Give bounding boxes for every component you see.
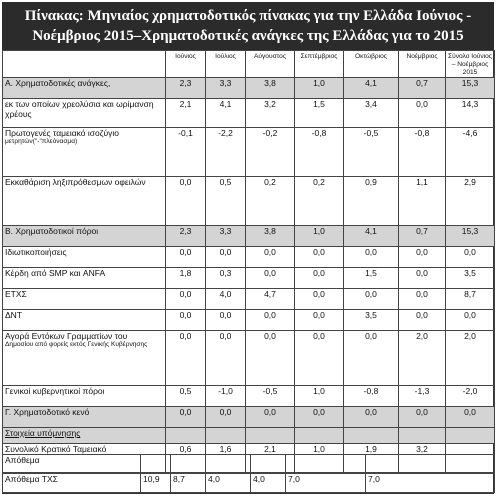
table-cell: -2,0 — [446, 386, 495, 407]
table-cell: 0,0 — [295, 268, 344, 289]
row-label-text: Εκκαθάριση ληξιπρόθεσμων οφειλών — [5, 177, 146, 187]
table-cell: 1,5 — [295, 99, 344, 128]
row-label — [3, 128, 166, 177]
table-cell: -0,5 — [344, 128, 399, 177]
table-cell: 3,2 — [246, 99, 295, 128]
table-cell — [344, 428, 399, 444]
table-cell: 0,0 — [446, 310, 495, 331]
row-label-text: Γενικοί κυβερνητικοί πόροι — [5, 386, 105, 396]
table-cell: 8,7 — [446, 289, 495, 310]
table-cell: -0,8 — [295, 128, 344, 177]
table-cell: 0,6 — [166, 444, 206, 473]
row-label-subtext: Δημοσίου από φορείς εκτός Γενικής Κυβέρνησης — [5, 341, 148, 348]
table-cell: -1,0 — [206, 386, 246, 407]
row-label — [3, 99, 166, 128]
title-line-2: Νοέμβριος 2015–Χρηματοδοτικές ανάγκες της Ελλάδας για το 2015 — [32, 28, 464, 44]
header-row — [3, 51, 495, 78]
table-cell: 0,5 — [206, 177, 246, 226]
row-label-text: Β. Χρηματοδοτικοί πόροι — [5, 226, 99, 236]
row-label — [3, 247, 166, 268]
table-cell: 3,5 — [344, 310, 399, 331]
table-cell: 0,0 — [399, 289, 446, 310]
hfsf-reserves-row — [3, 474, 495, 493]
reserves-row — [3, 455, 495, 474]
table-cell: 2,0 — [399, 331, 446, 386]
table-cell: 0,0 — [295, 247, 344, 268]
table-cell: 4,1 — [206, 99, 246, 128]
table-cell: 0,0 — [295, 407, 344, 428]
col-header: Αύγουστος — [246, 51, 295, 78]
table-cell: 0,0 — [246, 310, 295, 331]
table-cell: 1,0 — [295, 444, 344, 473]
row-label — [3, 289, 166, 310]
table-cell: 0,0 — [344, 247, 399, 268]
table-cell: 7,0 — [286, 474, 366, 493]
table-cell: 0,0 — [344, 289, 399, 310]
row-label — [3, 310, 166, 331]
table-cell: 0,0 — [206, 331, 246, 386]
table-title — [2, 2, 494, 50]
table-cell: -1,3 — [399, 386, 446, 407]
row-label — [3, 331, 166, 386]
table-cell: 0,9 — [344, 177, 399, 226]
table-cell: 4,7 — [246, 289, 295, 310]
row-label — [3, 177, 166, 226]
table-cell: 8,7 — [171, 474, 206, 493]
title-line-1: Πίνακας: Μηνιαίος χρηματοδοτικός πίνακας για την Ελλάδα Ιούνιος - — [24, 8, 472, 24]
table-cell: 3,8 — [246, 226, 295, 247]
table-cell: 0,0 — [166, 289, 206, 310]
table-cell: 1,9 — [344, 444, 399, 473]
table-cell: 4,1 — [344, 78, 399, 99]
table-row — [3, 177, 495, 226]
table-cell: -0,2 — [246, 128, 295, 177]
table-cell: 1,5 — [344, 268, 399, 289]
table-cell — [446, 428, 495, 444]
table-cell: 0,0 — [344, 331, 399, 386]
row-label-text: ΕΤΧΣ — [5, 289, 27, 299]
table-row — [3, 99, 495, 128]
table-cell: 3,3 — [206, 78, 246, 99]
col-header: Σύνολο Ιούνιος – Νοέμβριος 2015 — [446, 51, 495, 78]
row-label-text: Κέρδη από SMP και ANFA — [5, 268, 106, 278]
table-cell: 0,0 — [399, 310, 446, 331]
col-header: Σεπτέμβριος — [295, 51, 344, 78]
table-row — [3, 310, 495, 331]
table-cell: 3,8 — [246, 78, 295, 99]
table-cell: 0,0 — [206, 310, 246, 331]
table-row — [3, 386, 495, 407]
table-cell: 0,3 — [206, 268, 246, 289]
table-cell: 3,4 — [344, 99, 399, 128]
table-cell — [206, 428, 246, 444]
table-cell: 0,0 — [246, 268, 295, 289]
table-cell: 0,0 — [295, 289, 344, 310]
table-cell: 0,7 — [399, 226, 446, 247]
col-header: Οκτώβριος — [344, 51, 399, 78]
hfsf-reserves-label: Απόθεμα ΤΧΣ — [3, 474, 141, 493]
table-cell: 14,3 — [446, 99, 495, 128]
table-cell: 1,1 — [399, 177, 446, 226]
table-row — [3, 78, 495, 99]
table-row — [3, 128, 495, 177]
table-cell: -0,8 — [344, 386, 399, 407]
table-cell: -0,1 — [166, 128, 206, 177]
table-cell: 2,1 — [246, 444, 295, 473]
table-cell — [246, 428, 295, 444]
table-row — [3, 428, 495, 444]
table-cell: 2,9 — [446, 177, 495, 226]
table-cell: 2,1 — [166, 99, 206, 128]
table-cell: 2,0 — [446, 331, 495, 386]
row-label — [3, 407, 166, 428]
table-cell — [399, 428, 446, 444]
row-label-subtext: μετρητών("-"πλεόνασμα) — [5, 138, 78, 145]
row-label-text: Α. Χρηματοδοτικές ανάγκες, — [5, 78, 111, 88]
table-cell: -0,5 — [246, 386, 295, 407]
table-row — [3, 247, 495, 268]
table-cell: 4,0 — [206, 289, 246, 310]
header-blank — [3, 51, 166, 78]
table-cell: 0,5 — [166, 386, 206, 407]
table-cell: 0,0 — [295, 331, 344, 386]
row-label — [3, 226, 166, 247]
table-row — [3, 268, 495, 289]
table-cell: 1,0 — [295, 78, 344, 99]
table-cell: 0,0 — [166, 310, 206, 331]
table-cell: 0,0 — [399, 99, 446, 128]
table-cell: 0,0 — [166, 331, 206, 386]
row-label-text: Ιδιωτικοποιήσεις — [5, 247, 67, 257]
table-cell: -4,6 — [446, 128, 495, 177]
table-cell: 3,5 — [446, 268, 495, 289]
table-cell — [166, 428, 206, 444]
table-cell: 4,0 — [206, 474, 251, 493]
row-label-text: Γ. Χρηματοδοτικό κενό — [5, 407, 90, 417]
col-header: Ιούνιος — [166, 51, 206, 78]
table-cell: 0,0 — [166, 407, 206, 428]
table-cell: 1,6 — [206, 444, 246, 473]
row-label — [3, 78, 166, 99]
reserves-table — [2, 454, 495, 493]
table-cell: 15,3 — [446, 226, 495, 247]
table-cell: -0,8 — [399, 128, 446, 177]
row-label-text: Πρωτογενές ταμειακό ισοζύγιο — [5, 128, 119, 138]
table-cell — [295, 428, 344, 444]
table-cell: 0,0 — [166, 177, 206, 226]
row-label-text: εκ των οποίων χρεολύσια και ωρίμανση χρέους — [5, 99, 154, 119]
table-cell: 0,0 — [446, 407, 495, 428]
table-cell: 1,0 — [295, 226, 344, 247]
table-cell: 1,0 — [295, 386, 344, 407]
row-label-text: ΔΝΤ — [5, 310, 23, 320]
table-cell: 0,0 — [295, 310, 344, 331]
table-cell: 0,0 — [344, 407, 399, 428]
table-cell: 3,2 — [399, 444, 446, 473]
table-cell: 15,3 — [446, 78, 495, 99]
table-cell: 0,2 — [295, 177, 344, 226]
col-header: Νοέμβριος — [399, 51, 446, 78]
table-row — [3, 226, 495, 247]
table-cell: 7,0 — [366, 474, 495, 493]
table-cell: 0,2 — [246, 177, 295, 226]
table-row — [3, 289, 495, 310]
table-cell: 2,3 — [166, 226, 206, 247]
reserves-label: Απόθεμα — [3, 455, 141, 474]
table-cell: 0,0 — [399, 247, 446, 268]
row-label — [3, 428, 166, 444]
table-cell: 0,0 — [206, 407, 246, 428]
table-row — [3, 407, 495, 428]
table-cell: 0,0 — [446, 247, 495, 268]
financing-table — [2, 50, 495, 473]
table-cell: 2,3 — [166, 78, 206, 99]
table-cell: 4,0 — [251, 474, 286, 493]
table-cell: 0,0 — [399, 407, 446, 428]
table-cell: 0,0 — [246, 247, 295, 268]
table-cell: 0,0 — [246, 407, 295, 428]
table-cell: 0,0 — [399, 268, 446, 289]
table-cell: 10,9 — [141, 474, 171, 493]
table-row — [3, 331, 495, 386]
table-cell: 0,7 — [399, 78, 446, 99]
table-cell: 0,0 — [206, 247, 246, 268]
table-cell: 3,3 — [206, 226, 246, 247]
table-cell: 0,0 — [246, 331, 295, 386]
table-cell: 1,8 — [166, 268, 206, 289]
table-cell: 0,0 — [166, 247, 206, 268]
table-cell: -2,2 — [206, 128, 246, 177]
row-label-text: Αγορά Εντόκων Γραμματίων του — [5, 331, 128, 341]
table-cell: 4,1 — [344, 226, 399, 247]
row-label-text: Συνολικό Κρατικό Ταμειακό — [5, 444, 107, 454]
row-label — [3, 268, 166, 289]
row-label — [3, 386, 166, 407]
row-label-text: Στοιχεία υπόμνησης — [5, 428, 81, 438]
col-header: Ιούλιος — [206, 51, 246, 78]
